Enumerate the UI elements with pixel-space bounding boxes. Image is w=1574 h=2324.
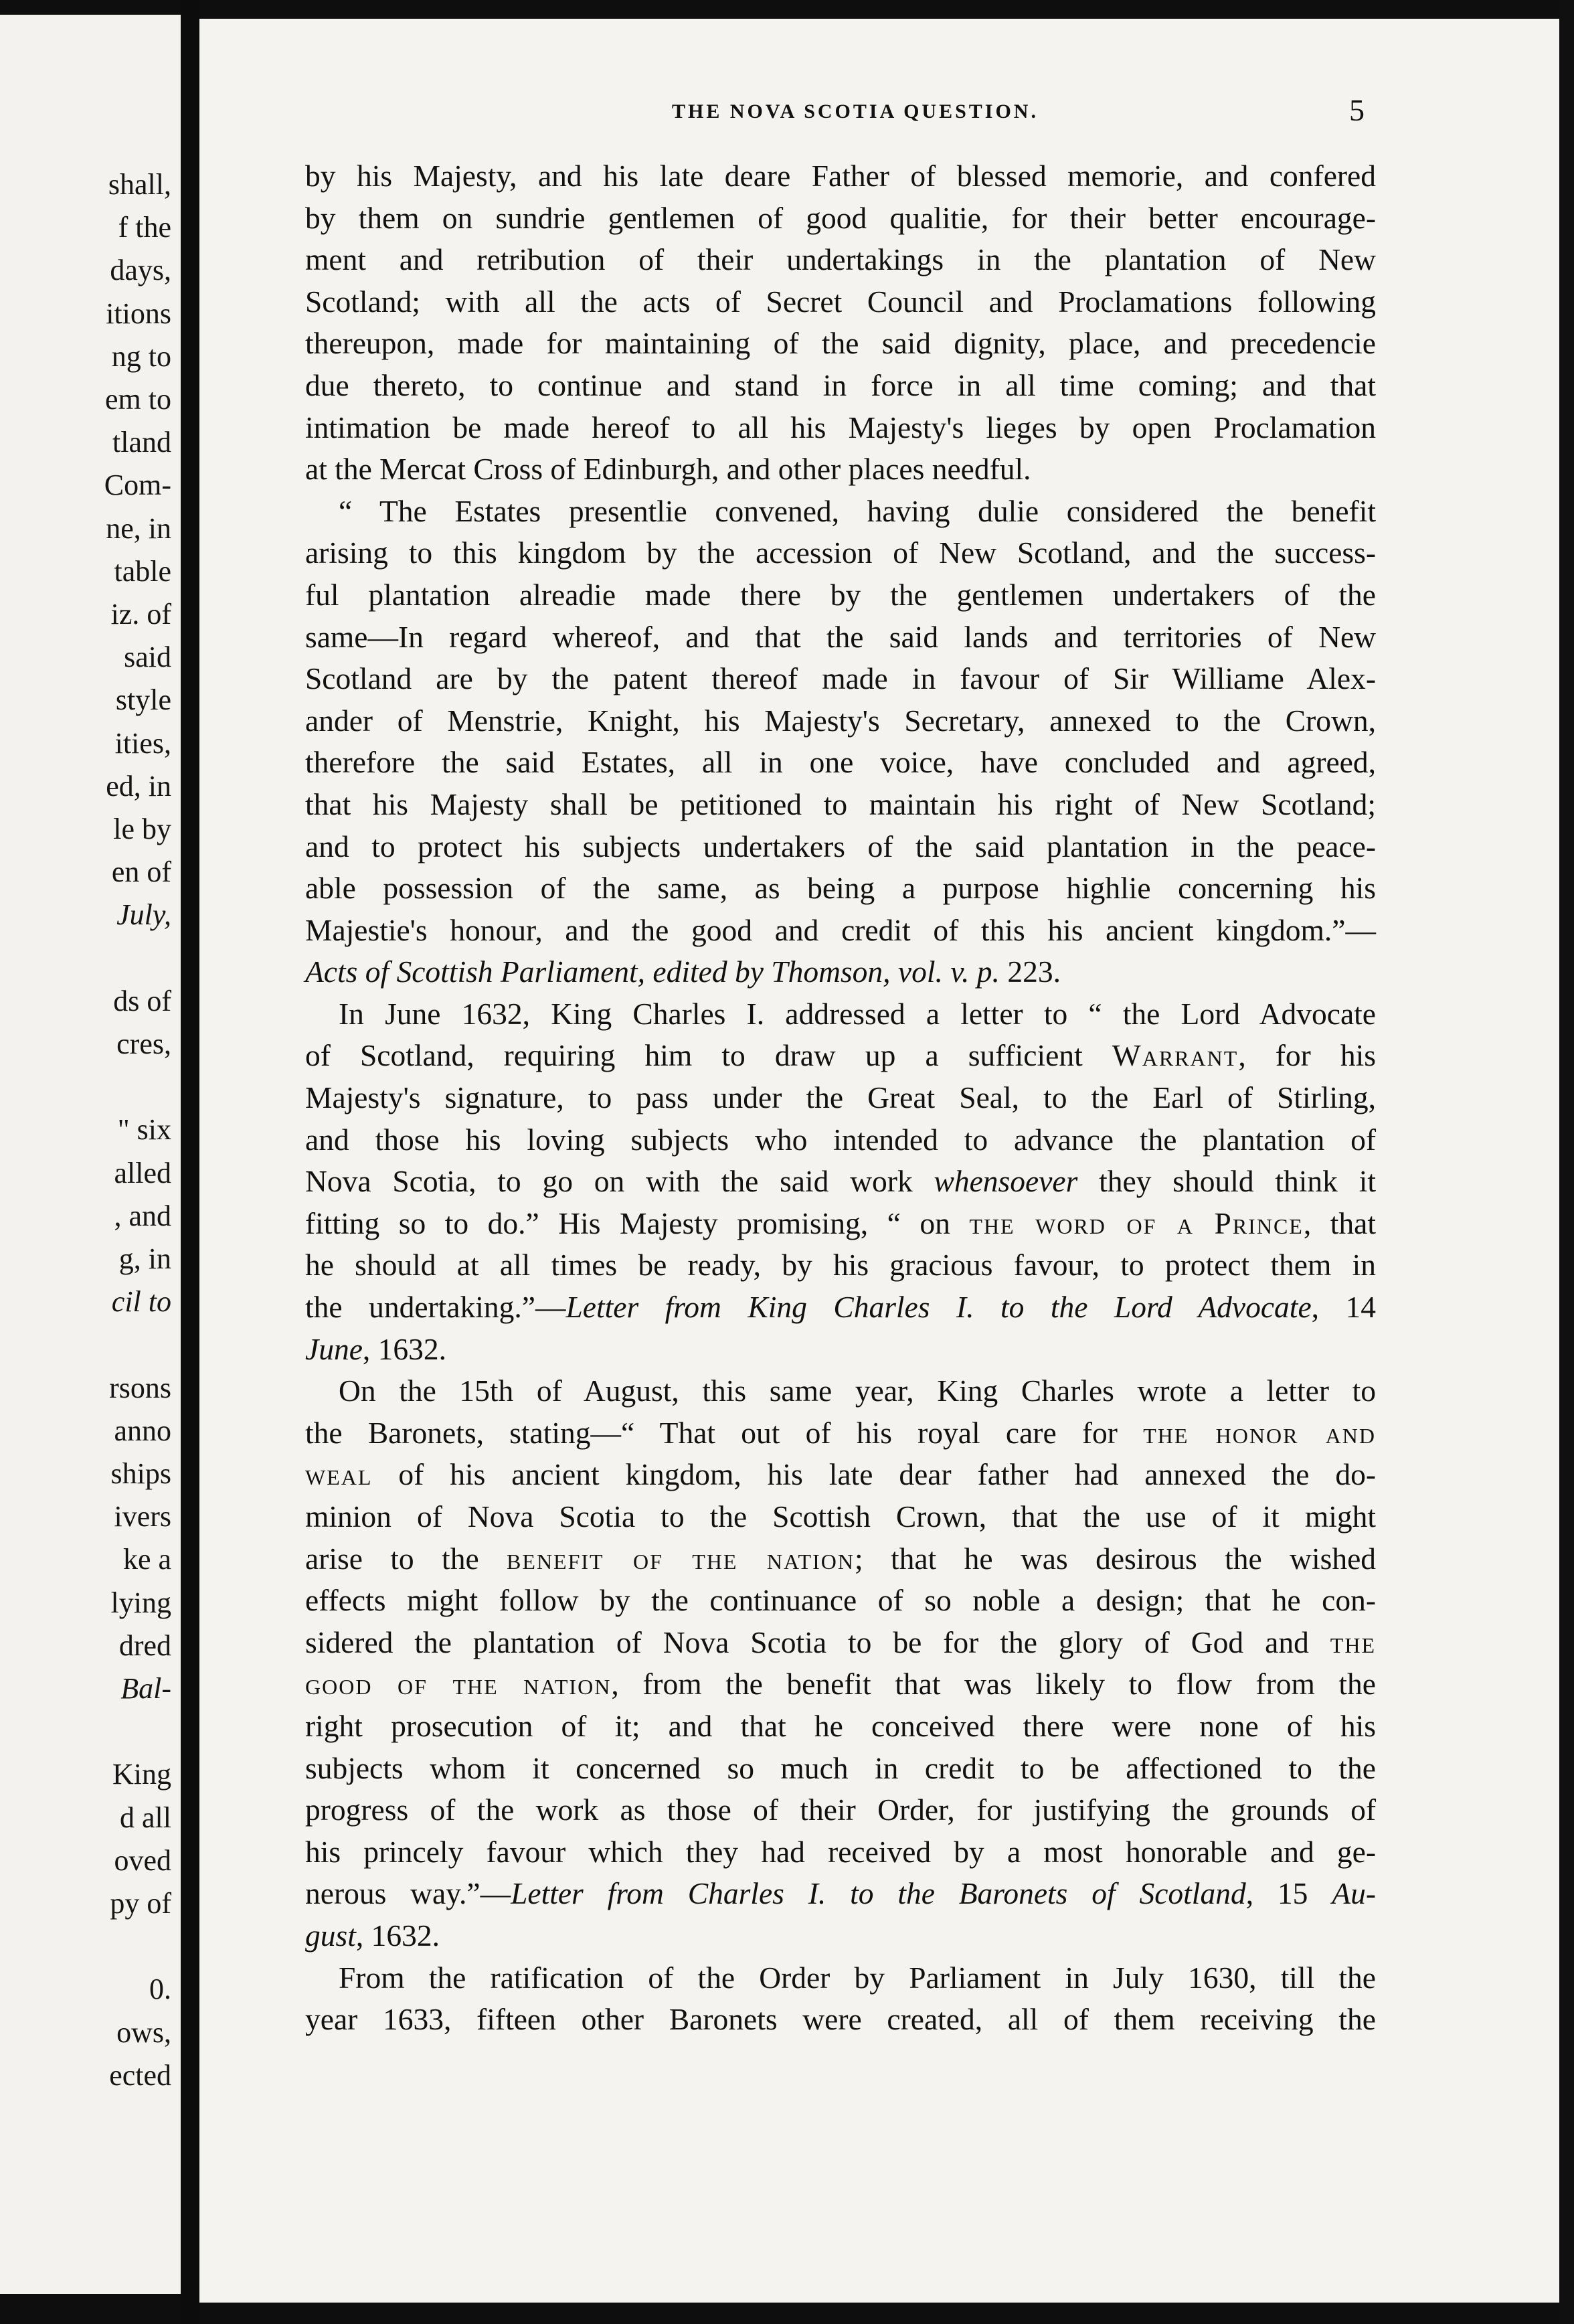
text-run: ander of Menstrie, Knight, his Majesty's Secretary, annexed to the Crown, bbox=[305, 703, 1376, 738]
text-run: From the ratification of the Order by Parliament in July 1630, till the bbox=[339, 1960, 1376, 1995]
text-run: , for his bbox=[1238, 1038, 1376, 1073]
left-page-line: em to bbox=[105, 383, 171, 416]
text-line bbox=[305, 407, 1376, 449]
text-run: they should think it bbox=[1077, 1164, 1376, 1199]
left-page-line: 0. bbox=[149, 1973, 171, 2006]
text-run: Majestie's honour, and the good and credit of this his ancient kingdom.”— bbox=[305, 912, 1376, 947]
body-text bbox=[305, 155, 1376, 2041]
text-run: by his Majesty, and his late deare Father of blessed memorie, and confered bbox=[305, 159, 1376, 193]
left-page-line: ke a bbox=[122, 1543, 171, 1576]
right-edge bbox=[1559, 0, 1574, 2324]
left-page-line: rsons bbox=[109, 1371, 171, 1404]
left-page-line: itions bbox=[106, 297, 171, 330]
text-line bbox=[305, 993, 1376, 1035]
text-run: , 1632. bbox=[355, 1918, 440, 1953]
text-run: effects might follow by the continuance of so noble a design; that he con- bbox=[305, 1583, 1376, 1618]
text-run: his princely favour which they had received by a most honorable and ge- bbox=[305, 1834, 1376, 1869]
text-line bbox=[305, 784, 1376, 826]
left-page-line: tland bbox=[112, 426, 171, 459]
left-page-line: ships bbox=[110, 1457, 171, 1490]
text-line bbox=[305, 1706, 1376, 1748]
left-page-line: July, bbox=[116, 898, 171, 932]
left-page-line: ities, bbox=[114, 726, 171, 760]
text-line bbox=[305, 197, 1376, 240]
left-page-line: g, in bbox=[118, 1242, 171, 1275]
text-run: Scotland are by the patent thereof made in favour of Sir Williame Alex- bbox=[305, 661, 1376, 696]
left-page-line: lying bbox=[110, 1586, 171, 1619]
text-line bbox=[305, 1329, 1376, 1371]
text-run: that his Majesty shall be petitioned to maintain his right of New Scotland; bbox=[305, 786, 1376, 821]
text-line bbox=[305, 281, 1376, 323]
italic-citation: whensoever bbox=[934, 1164, 1078, 1199]
text-line bbox=[305, 532, 1376, 574]
text-line bbox=[305, 1873, 1376, 1915]
left-page-line: King bbox=[112, 1758, 171, 1791]
text-run: the Baronets, stating—“ That out of his royal care for bbox=[305, 1415, 1144, 1450]
text-run: fitting so to do.” His Majesty promising, “ on bbox=[305, 1206, 970, 1240]
small-caps-text: benefit of the nation bbox=[507, 1541, 855, 1576]
text-line bbox=[305, 1370, 1376, 1412]
left-page-line: Bal- bbox=[120, 1672, 171, 1705]
left-page-line: f the bbox=[118, 211, 171, 244]
text-line bbox=[305, 1789, 1376, 1831]
text-run: progress of the work as those of their Order, for justifying the grounds of bbox=[305, 1793, 1376, 1827]
left-page-line: d all bbox=[120, 1801, 171, 1834]
small-caps-text: weal bbox=[305, 1457, 373, 1492]
text-run: , 15 bbox=[1245, 1876, 1332, 1911]
left-page-line: le by bbox=[113, 813, 171, 845]
text-line bbox=[305, 1077, 1376, 1119]
left-page-line: ected bbox=[109, 2058, 171, 2092]
text-run: year 1633, fifteen other Baronets were created, all of them receiving the bbox=[305, 2002, 1376, 2037]
text-line bbox=[305, 1957, 1376, 1999]
text-run: arising to this kingdom by the accession of New Scotland, and the success- bbox=[305, 535, 1376, 570]
text-run: ful plantation alreadie made there by the gentlemen undertakers of the bbox=[305, 577, 1376, 612]
text-run: Scotland; with all the acts of Secret Council and Proclamations following bbox=[305, 284, 1376, 319]
text-line bbox=[305, 1454, 1376, 1496]
italic-citation: Letter from Charles I. to the Baronets of Scotland bbox=[511, 1876, 1246, 1911]
text-line bbox=[305, 1203, 1376, 1245]
text-run: right prosecution of it; and that he conceived there were none of his bbox=[305, 1708, 1376, 1743]
text-run: he should at all times be ready, by his gracious favour, to protect them in bbox=[305, 1248, 1376, 1282]
text-run: able possession of the same, as being a purpose highlie concerning his bbox=[305, 871, 1376, 906]
left-page-line: py of bbox=[110, 1887, 171, 1920]
text-line bbox=[305, 1999, 1376, 2041]
left-page-line: days, bbox=[110, 254, 171, 287]
running-head: THE NOVA SCOTIA QUESTION. bbox=[672, 100, 1039, 122]
text-line bbox=[305, 1161, 1376, 1203]
text-line bbox=[305, 574, 1376, 616]
text-line bbox=[305, 700, 1376, 742]
text-line bbox=[305, 365, 1376, 407]
text-run: minion of Nova Scotia to the Scottish Crown, that the use of it might bbox=[305, 1499, 1376, 1533]
italic-citation: gust bbox=[305, 1918, 356, 1953]
text-run: and those his loving subjects who intended to advance the plantation of bbox=[305, 1122, 1376, 1157]
text-run: Majesty's signature, to pass under the Great Seal, to the Earl of Stirling, bbox=[305, 1080, 1376, 1115]
left-page-line: table bbox=[114, 554, 171, 588]
text-run: at the Mercat Cross of Edinburgh, and other places needful. bbox=[305, 452, 1031, 487]
text-line bbox=[305, 910, 1376, 952]
text-run: and to protect his subjects undertakers of the said plantation in the peace- bbox=[305, 829, 1376, 863]
left-page-line: , and bbox=[114, 1199, 171, 1232]
text-run: of his ancient kingdom, his late dear father had annexed the do- bbox=[372, 1457, 1376, 1492]
text-run: , 14 bbox=[1311, 1290, 1376, 1325]
left-page-line: iz. of bbox=[110, 598, 171, 631]
text-line bbox=[305, 1244, 1376, 1286]
text-line bbox=[305, 1831, 1376, 1874]
text-run: therefore the said Estates, all in one voice, have concluded and agreed, bbox=[305, 745, 1376, 780]
left-page-line: ivers bbox=[114, 1500, 171, 1533]
left-page-line: ows, bbox=[116, 2015, 171, 2049]
text-line bbox=[305, 155, 1376, 197]
text-line bbox=[305, 1622, 1376, 1664]
text-run: , from the benefit that was likely to flow from the bbox=[611, 1667, 1377, 1702]
text-line bbox=[305, 1663, 1376, 1706]
text-run: , 1632. bbox=[362, 1331, 447, 1366]
text-run: intimation be made hereof to all his Majesty's lieges by open Proclamation bbox=[305, 410, 1376, 444]
text-line bbox=[305, 616, 1376, 659]
left-page-line: Com- bbox=[104, 469, 171, 502]
text-line bbox=[305, 1748, 1376, 1790]
left-page-line: style bbox=[115, 683, 171, 717]
text-line bbox=[305, 1035, 1376, 1077]
text-line bbox=[305, 658, 1376, 700]
text-run: nerous way.”— bbox=[305, 1876, 511, 1911]
text-line bbox=[305, 742, 1376, 784]
text-line bbox=[305, 1915, 1376, 1957]
left-page-line: dred bbox=[118, 1629, 171, 1662]
left-page-line: shall, bbox=[108, 168, 171, 201]
small-caps-text: Warrant bbox=[1112, 1038, 1239, 1073]
text-run: arise to the bbox=[305, 1541, 507, 1576]
small-caps-text: good of the nation bbox=[305, 1667, 612, 1702]
text-run: the undertaking.”— bbox=[305, 1290, 566, 1325]
small-caps-text: the word of a Prince bbox=[969, 1206, 1304, 1240]
italic-citation: June bbox=[305, 1331, 363, 1366]
main-page bbox=[199, 19, 1559, 2303]
left-page-line: ds of bbox=[113, 984, 171, 1017]
text-line bbox=[305, 448, 1376, 491]
text-run: Nova Scotia, to go on with the said work bbox=[305, 1164, 934, 1199]
text-line bbox=[305, 239, 1376, 281]
text-line bbox=[305, 867, 1376, 910]
text-run: On the 15th of August, this same year, King Charles wrote a letter to bbox=[339, 1374, 1376, 1408]
small-caps-text: the honor and bbox=[1143, 1415, 1376, 1450]
text-run: In June 1632, King Charles I. addressed a letter to “ the Lord Advocate bbox=[339, 996, 1376, 1031]
text-line bbox=[305, 1119, 1376, 1161]
text-line bbox=[305, 1538, 1376, 1580]
text-run: of Scotland, requiring him to draw up a sufficient bbox=[305, 1038, 1112, 1073]
left-page-line: said bbox=[124, 641, 171, 674]
text-run: “ The Estates presentlie convened, having dulie considered the benefit bbox=[339, 493, 1376, 528]
left-page-line: " six bbox=[117, 1113, 171, 1147]
italic-citation: Au- bbox=[1332, 1876, 1376, 1911]
italic-citation: Letter from King Charles I. to the Lord Advocate bbox=[565, 1290, 1312, 1325]
text-line bbox=[305, 826, 1376, 868]
left-page-line: ng to bbox=[111, 339, 171, 373]
text-run: subjects whom it concerned so much in credit to be affectioned to the bbox=[305, 1750, 1376, 1785]
text-run: due thereto, to continue and stand in force in all time coming; and that bbox=[305, 367, 1376, 402]
page-number: 5 bbox=[1349, 93, 1365, 127]
left-page-line: ne, in bbox=[106, 511, 171, 545]
left-page-line: anno bbox=[114, 1414, 171, 1447]
text-line bbox=[305, 1412, 1376, 1455]
left-page-line: ed, in bbox=[106, 769, 171, 803]
text-line bbox=[305, 1286, 1376, 1329]
text-line bbox=[305, 1580, 1376, 1622]
book-gutter bbox=[181, 0, 199, 2324]
text-run: 223. bbox=[999, 954, 1061, 989]
small-caps-text: the bbox=[1330, 1625, 1376, 1659]
left-page-line: oved bbox=[114, 1843, 171, 1877]
italic-citation: Acts of Scottish Parliament, edited by Thomson, vol. v. p. bbox=[305, 954, 1000, 989]
left-page-fragment bbox=[0, 15, 181, 2294]
text-line bbox=[305, 951, 1376, 993]
text-run: ment and retribution of their undertakings in the plantation of New bbox=[305, 242, 1376, 277]
left-page-line: en of bbox=[111, 855, 171, 889]
left-page-line: alled bbox=[114, 1156, 171, 1189]
left-page-line: cil to bbox=[111, 1285, 171, 1319]
text-line bbox=[305, 323, 1376, 365]
text-run: same—In regard whereof, and that the said lands and territories of New bbox=[305, 619, 1376, 654]
text-run: sidered the plantation of Nova Scotia to be for the glory of God and bbox=[305, 1625, 1330, 1659]
text-run: , that bbox=[1303, 1206, 1376, 1240]
text-line bbox=[305, 1496, 1376, 1538]
text-run: ; that he was desirous the wished bbox=[854, 1541, 1377, 1576]
text-run: thereupon, made for maintaining of the said dignity, place, and precedencie bbox=[305, 326, 1376, 361]
text-run: by them on sundrie gentlemen of good qualitie, for their better encourage- bbox=[305, 200, 1376, 235]
left-page-line: cres, bbox=[116, 1027, 171, 1060]
text-line bbox=[305, 491, 1376, 533]
